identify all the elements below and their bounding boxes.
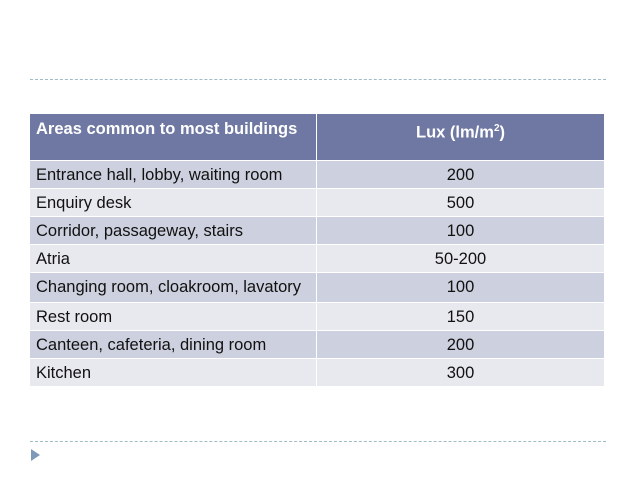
table-row: [30, 189, 605, 217]
table-row: [30, 331, 605, 359]
row-lux: 100: [317, 217, 605, 245]
row-lux: 150: [317, 303, 605, 331]
row-area: Kitchen: [30, 359, 317, 387]
row-lux: 500: [317, 189, 605, 217]
table-header-row: [30, 114, 605, 161]
row-area: Entrance hall, lobby, waiting room: [30, 161, 317, 189]
table-row: [30, 273, 605, 303]
row-lux: 100: [317, 273, 605, 303]
table-row: [30, 303, 605, 331]
row-area: Changing room, cloakroom, lavatory: [30, 273, 317, 303]
top-divider: [30, 79, 606, 80]
header-lux-prefix: Lux (lm/m: [416, 123, 494, 142]
header-lux-sup: 2: [493, 123, 500, 134]
table-row: [30, 359, 605, 387]
row-area: Atria: [30, 245, 317, 273]
header-lux-suffix: ): [499, 123, 505, 142]
row-area: Enquiry desk: [30, 189, 317, 217]
row-lux: 200: [317, 161, 605, 189]
header-lux: [317, 114, 605, 161]
bottom-divider: [30, 441, 606, 442]
row-lux: 50-200: [317, 245, 605, 273]
row-lux: 300: [317, 359, 605, 387]
table-row: [30, 217, 605, 245]
row-area: Corridor, passageway, stairs: [30, 217, 317, 245]
table-row: [30, 245, 605, 273]
header-area: Areas common to most buildings: [30, 114, 317, 161]
row-area: Canteen, cafeteria, dining room: [30, 331, 317, 359]
row-lux: 200: [317, 331, 605, 359]
lux-table: [30, 114, 605, 387]
table-row: [30, 161, 605, 189]
row-area: Rest room: [30, 303, 317, 331]
triangle-bullet-icon: [31, 449, 40, 461]
